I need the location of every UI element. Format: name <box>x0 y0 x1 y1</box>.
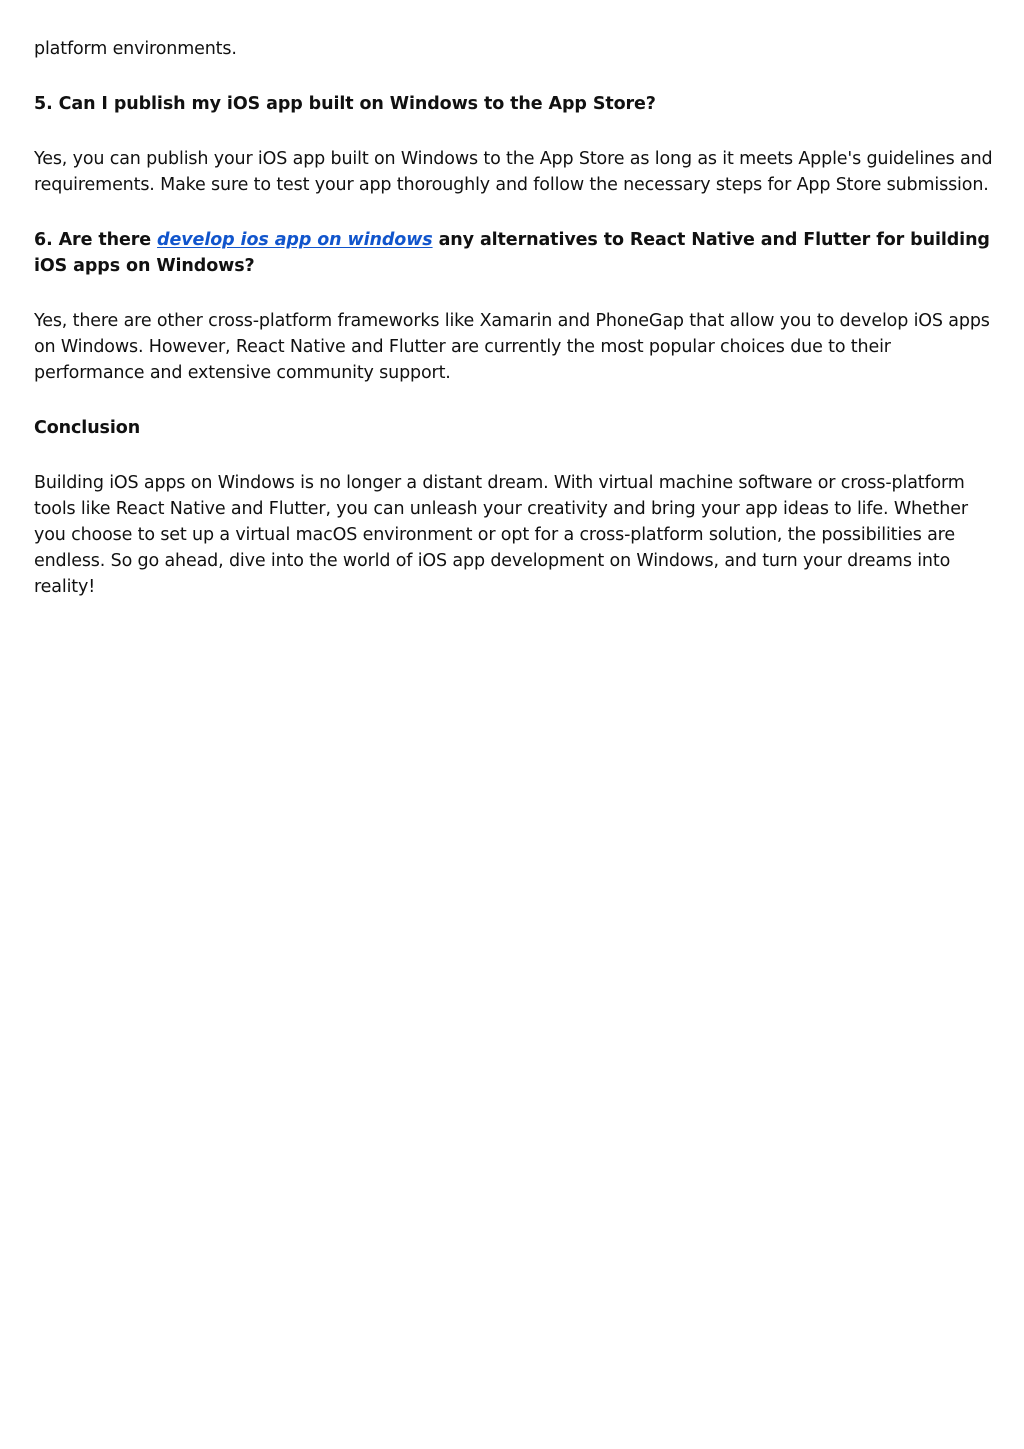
faq-answer-6: Yes, there are other cross-platform frameworks like Xamarin and PhoneGap that allow you to develop iOS apps on Windows. However, React Native and Flutter are currently the most popular choices due to their performance and extensive community support. <box>34 311 990 383</box>
faq-heading-6-prefix: 6. Are there <box>34 230 158 250</box>
faq-heading-5: 5. Can I publish my iOS app built on Windows to the App Store? <box>34 94 656 114</box>
faq-heading-6 <box>34 227 994 279</box>
faq-heading-6-suffix: any alternatives to React Native and Flutter for building iOS apps on Windows? <box>34 230 990 276</box>
conclusion-heading: Conclusion <box>34 418 141 438</box>
faq-answer-5: Yes, you can publish your iOS app built on Windows to the App Store as long as it meets Apple's guidelines and requirements. Make sure to test your app thoroughly and follow the necessary steps for App Store submission. <box>34 149 993 195</box>
paragraph-continuation: platform environments. <box>34 39 237 59</box>
conclusion-text: Building iOS apps on Windows is no longer a distant dream. With virtual machine software or cross-platform tools like React Native and Flutter, you can unleash your creativity and bring your app ideas to life. Whether you choose to set up a virtual macOS environment or opt for a cross-platform solution, the possibilities are endless. So go ahead, dive into the world of iOS app development on Windows, and turn your dreams into reality! <box>34 473 968 597</box>
develop-ios-app-link[interactable]: develop ios app on windows <box>157 230 433 250</box>
document-content <box>34 36 994 600</box>
